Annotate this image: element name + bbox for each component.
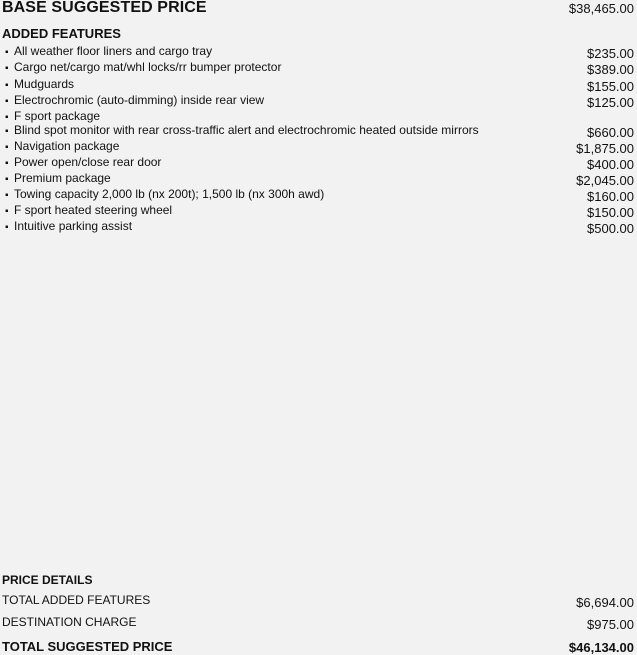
feature-price: $125.00: [587, 95, 634, 110]
total-suggested-price-label: TOTAL SUGGESTED PRICE: [2, 639, 173, 654]
feature-price: $2,045.00: [576, 173, 634, 188]
bullet-icon: ▪: [5, 63, 9, 74]
bullet-icon: ▪: [5, 47, 9, 58]
feature-item: ▪ Blind spot monitor with rear cross-traffic alert and electrochromic heated outside mirrors: [5, 123, 479, 137]
added-features-title: ADDED FEATURES: [2, 26, 121, 41]
feature-item: ▪ Intuitive parking assist: [5, 219, 133, 233]
feature-price: $500.00: [587, 221, 634, 236]
bullet-icon: ▪: [5, 96, 9, 107]
feature-price: $160.00: [587, 189, 634, 204]
bullet-icon: ▪: [5, 80, 9, 91]
bullet-icon: ▪: [5, 174, 9, 185]
feature-price: $400.00: [587, 157, 634, 172]
bullet-icon: ▪: [5, 190, 9, 201]
feature-item: ▪ Premium package: [5, 171, 111, 185]
base-price-label: BASE SUGGESTED PRICE: [2, 0, 207, 16]
bullet-icon: ▪: [5, 112, 9, 123]
total-added-features-value: $6,694.00: [576, 595, 634, 610]
feature-item: ▪ Electrochromic (auto-dimming) inside rear view: [5, 93, 265, 107]
feature-item: ▪ Mudguards: [5, 77, 75, 91]
bullet-icon: ▪: [5, 222, 9, 233]
total-added-features-label: TOTAL ADDED FEATURES: [2, 593, 151, 607]
feature-price: $155.00: [587, 79, 634, 94]
bullet-icon: ▪: [5, 158, 9, 169]
base-price-value: $38,465.00: [568, 1, 634, 16]
bullet-icon: ▪: [5, 206, 9, 217]
feature-item: ▪ Power open/close rear door: [5, 155, 162, 169]
feature-item: ▪ All weather floor liners and cargo tray: [5, 44, 213, 58]
destination-charge-value: $975.00: [587, 617, 634, 632]
feature-item: ▪ F sport heated steering wheel: [5, 203, 173, 217]
bullet-icon: ▪: [5, 142, 9, 153]
feature-item: ▪ Towing capacity 2,000 lb (nx 200t); 1,500 lb (nx 300h awd): [5, 187, 325, 201]
feature-item: ▪ F sport package: [5, 109, 101, 123]
feature-price: $235.00: [587, 46, 634, 61]
feature-price: $389.00: [587, 62, 634, 77]
destination-charge-label: DESTINATION CHARGE: [2, 615, 137, 629]
bullet-icon: ▪: [5, 126, 9, 137]
feature-price: $150.00: [587, 205, 634, 220]
total-suggested-price-value: $46,134.00: [568, 640, 634, 655]
feature-price: $1,875.00: [576, 141, 634, 156]
feature-price: $660.00: [587, 125, 634, 140]
feature-item: ▪ Cargo net/cargo mat/whl locks/rr bumper protector: [5, 60, 282, 74]
feature-item: ▪ Navigation package: [5, 139, 120, 153]
price-details-title: PRICE DETAILS: [2, 573, 93, 587]
